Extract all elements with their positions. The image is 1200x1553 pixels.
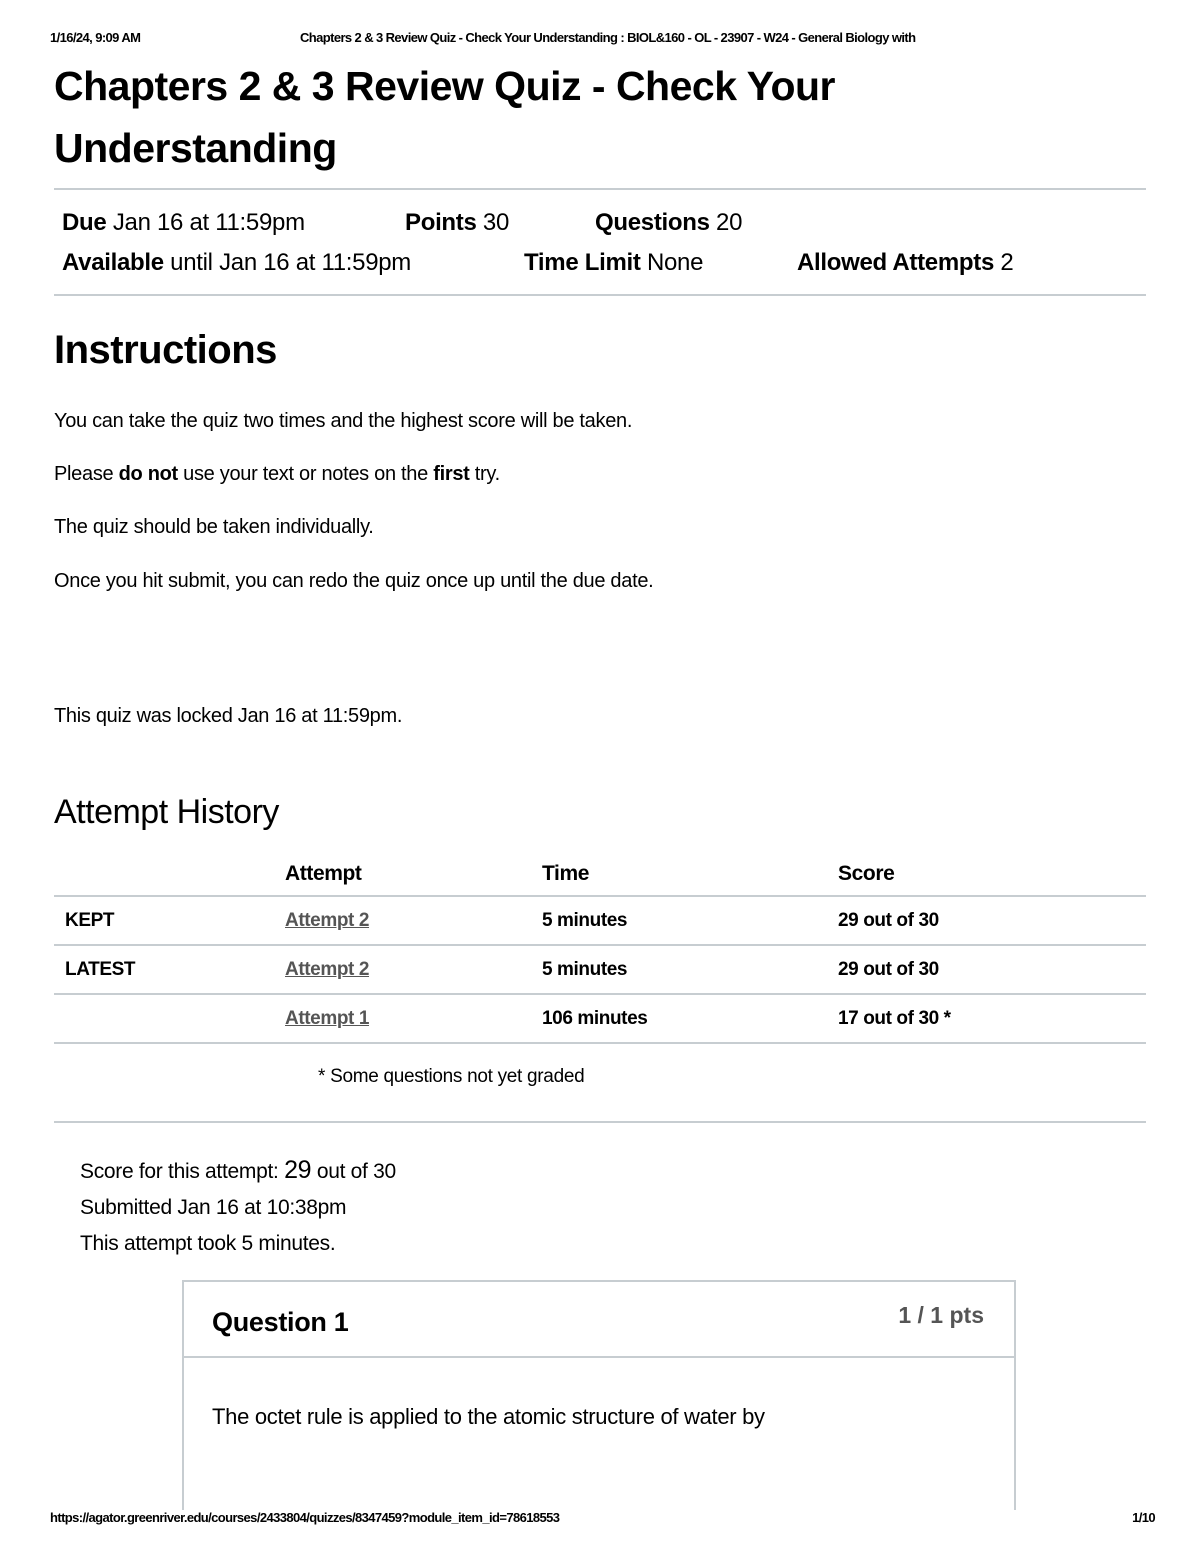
attempt-history-table: [54, 853, 1146, 1044]
points-detail: [405, 209, 509, 237]
page-number: 1/10: [1132, 1510, 1155, 1525]
attempt-link[interactable]: Attempt 1: [285, 1007, 370, 1029]
question-text: The octet rule is applied to the atomic structure of water by: [212, 1404, 765, 1429]
submitted-time: Submitted Jan 16 at 10:38pm: [80, 1196, 347, 1219]
column-header: [54, 853, 285, 896]
attempt-score: 29 out of 30: [838, 945, 1146, 994]
quiz-details-row-1: [62, 209, 305, 237]
print-url: https://agator.greenriver.edu/courses/2433804/quizzes/8347459?module_item_id=78618553: [50, 1510, 560, 1525]
instruction-line: You can take the quiz two times and the highest score will be taken.: [54, 410, 633, 432]
attempt-score-line: [80, 1156, 396, 1185]
instruction-text: Please: [54, 463, 119, 485]
due-label: Due: [62, 209, 107, 236]
attempt-score: 29 out of 30: [838, 896, 1146, 945]
attempt-tag: [54, 994, 285, 1043]
time-limit-value: None: [646, 249, 704, 276]
print-doc-title: Chapters 2 & 3 Review Quiz - Check Your Understanding : BIOL&160 - OL - 23907 - W24 - General Biology with: [300, 30, 916, 45]
question-header: [184, 1282, 1014, 1358]
questions-label: Questions: [595, 209, 710, 236]
attempt-score: 17 out of 30 *: [838, 994, 1146, 1043]
attempt-tag: KEPT: [54, 896, 285, 945]
locked-notice: This quiz was locked Jan 16 at 11:59pm.: [54, 705, 403, 727]
attempt-tag: LATEST: [54, 945, 285, 994]
table-row: [54, 945, 1146, 994]
questions-value: 20: [716, 209, 743, 236]
time-limit-detail: [524, 249, 703, 277]
table-row: [54, 896, 1146, 945]
instruction-text: try.: [469, 463, 500, 485]
attempt-time: 5 minutes: [542, 896, 838, 945]
score-label: Score for this attempt:: [80, 1160, 285, 1183]
column-header-time: Time: [542, 853, 838, 896]
instruction-text: use your text or notes on the: [177, 463, 434, 485]
attempts-label: Allowed Attempts: [797, 249, 994, 276]
attempt-time: 106 minutes: [542, 994, 838, 1043]
column-header-attempt: Attempt: [285, 853, 542, 896]
attempt-link[interactable]: Attempt 2: [285, 909, 370, 931]
question-points: 1 / 1 pts: [898, 1302, 984, 1328]
points-value: 30: [482, 209, 510, 236]
attempts-detail: [797, 249, 1013, 277]
divider: [54, 294, 1146, 296]
grading-footnote: * Some questions not yet graded: [318, 1066, 585, 1087]
available-label: Available: [62, 249, 164, 276]
question-card: [182, 1280, 1016, 1510]
time-limit-label: Time Limit: [524, 249, 641, 276]
available-detail: [62, 249, 411, 277]
divider: [54, 1121, 1146, 1123]
due-value: Jan 16 at 11:59pm: [112, 209, 305, 236]
print-date: 1/16/24, 9:09 AM: [50, 30, 141, 45]
column-header-score: Score: [838, 853, 1146, 896]
attempt-time: 5 minutes: [542, 945, 838, 994]
instruction-line: Once you hit submit, you can redo the quiz once up until the due date.: [54, 570, 654, 592]
attempt-history-heading: Attempt History: [54, 793, 279, 831]
attempt-link[interactable]: Attempt 2: [285, 958, 370, 980]
available-value: until Jan 16 at 11:59pm: [170, 249, 411, 276]
questions-detail: [595, 209, 742, 237]
attempt-duration: This attempt took 5 minutes.: [80, 1232, 336, 1255]
attempts-value: 2: [1000, 249, 1014, 276]
score-suffix: out of 30: [311, 1160, 396, 1183]
quiz-title: Chapters 2 & 3 Review Quiz - Check Your Understanding: [54, 63, 836, 171]
instruction-emphasis: do not: [118, 463, 178, 485]
table-header-row: [54, 853, 1146, 896]
divider: [54, 188, 1146, 190]
instruction-line: [54, 463, 500, 486]
question-name: Question 1: [212, 1307, 349, 1337]
instruction-line: The quiz should be taken individually.: [54, 516, 374, 538]
table-row: [54, 994, 1146, 1043]
score-value: 29: [284, 1156, 312, 1184]
instruction-emphasis: first: [433, 463, 470, 485]
instructions-heading: Instructions: [54, 328, 277, 372]
points-label: Points: [405, 209, 477, 236]
